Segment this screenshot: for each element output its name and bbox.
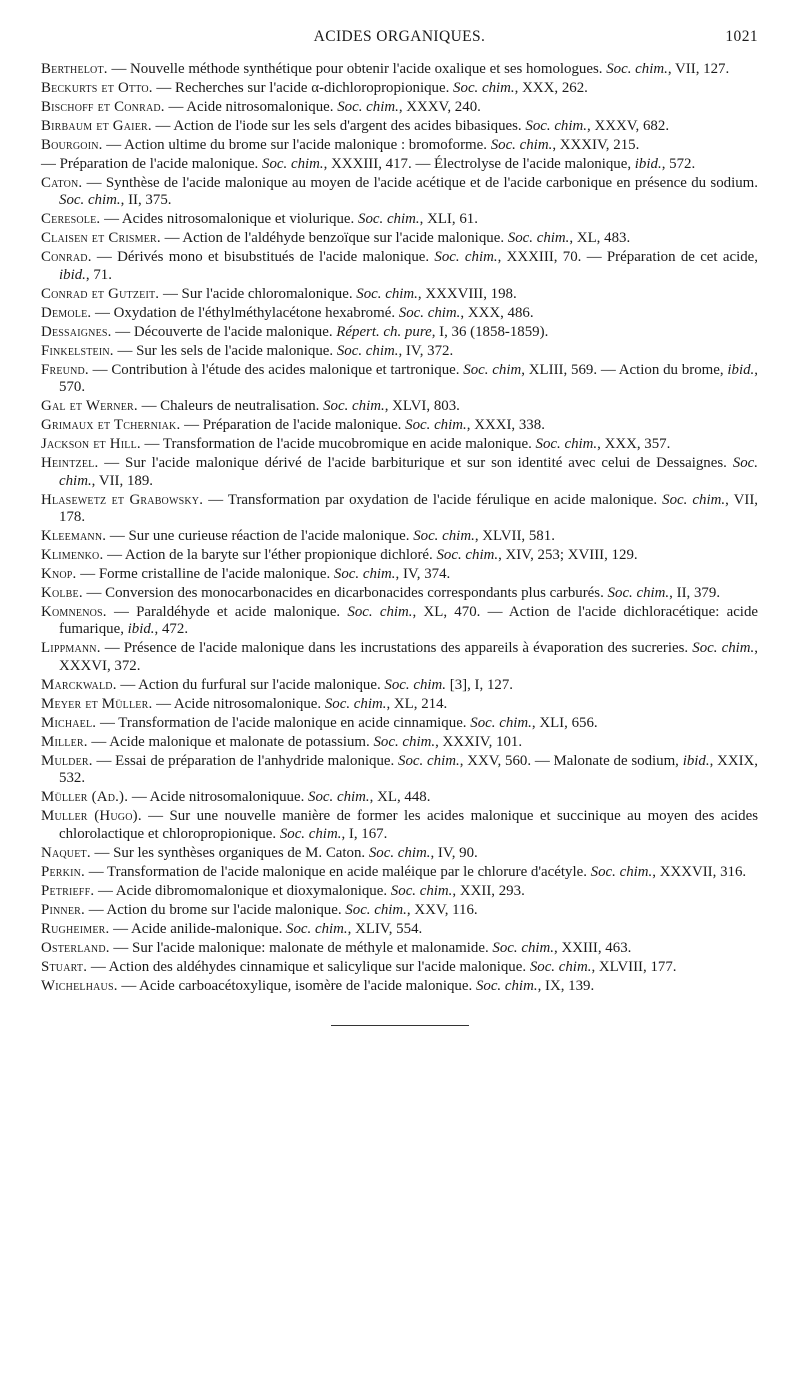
entry-journal: Soc. chim. <box>262 156 324 172</box>
entry-text: — Action de la baryte sur l'éther propionique dichloré. <box>103 547 437 564</box>
entry-journal: Soc. chim. <box>490 137 553 153</box>
bibliography-entry <box>41 715 758 732</box>
entry-journal: Soc. chim. <box>59 192 121 209</box>
entry-journal: Soc. chim. <box>662 491 726 508</box>
entry-author: Rugheimer. <box>41 920 110 937</box>
bibliography-entry <box>41 734 758 751</box>
entry-text: — Action de l'iode sur les sels d'argent des acides bibasiques. <box>151 118 526 134</box>
entry-journal: Soc. chim. <box>384 676 447 693</box>
entry-journal: Soc. chim. <box>324 695 387 712</box>
bibliography-entry <box>41 436 758 453</box>
bibliography-entry <box>41 808 758 843</box>
entry-author: Claisen et Crismer. <box>41 230 161 247</box>
bibliography-entry <box>41 249 758 284</box>
entry-text: — Conversion des monocarbonacides en dicarbonacides correspondants plus carburés. <box>82 585 608 602</box>
entry-text: — Sur l'acide malonique: malonate de méthyle et malonamide. <box>109 939 493 956</box>
entry-author: Berthelot. <box>41 61 108 77</box>
entry-text: — Chaleurs de neutralisation. <box>137 398 324 415</box>
bibliography-entry <box>41 753 758 788</box>
entry-author: Finkelstein. <box>41 342 114 359</box>
entry-author: Demole. <box>41 304 92 321</box>
entry-author: Bischoff et Conrad. <box>41 99 165 115</box>
entry-text: [3], I, 127. <box>446 676 514 693</box>
entry-text: , I, 36 (1858-1859). <box>431 323 549 340</box>
bibliography-entry <box>41 677 758 694</box>
entry-author: Gal et Werner. <box>41 398 138 415</box>
running-title: ACIDES ORGANIQUES. <box>313 28 486 45</box>
entry-journal: ibid. <box>634 156 662 172</box>
entry-journal: Soc. chim. <box>475 977 538 994</box>
entry-journal: Soc. chim. <box>308 789 370 806</box>
entry-text: , XXXVII, 316. <box>652 863 747 880</box>
entry-text: , XXXIV, 215. <box>552 137 640 153</box>
entry-journal: ibid. <box>727 361 755 378</box>
entry-journal: ibid. <box>59 266 86 283</box>
bibliography-entry <box>41 118 758 135</box>
bibliography-entry <box>41 305 758 322</box>
entry-author: Mulder. <box>41 752 93 769</box>
entry-text: , XXXIII, 70. — Préparation de cet acide, <box>497 249 758 266</box>
entry-author: Birbaum et Gaier. <box>41 118 152 134</box>
bibliography-entry <box>41 978 758 995</box>
entry-journal: ibid. <box>682 752 710 769</box>
bibliography-entry <box>41 343 758 360</box>
entry-journal: Soc. chim. <box>333 566 396 583</box>
bibliography-entry <box>41 921 758 938</box>
entry-text: — Contribution à l'étude des acides malonique et tartronique. <box>88 361 464 378</box>
bibliography-entry <box>41 696 758 713</box>
entry-author: Lippmann. <box>41 640 101 657</box>
entry-journal: Soc. chim. <box>347 604 413 621</box>
entry-text: , XXX, 486. <box>460 304 534 321</box>
entry-author: Dessaignes. <box>41 323 112 340</box>
entry-text: , XXXI, 338. <box>466 417 545 434</box>
entry-text: — Découverte de l'acide malonique. <box>111 323 337 340</box>
bibliography-entry <box>41 883 758 900</box>
entry-text: — Sur les sels de l'acide malonique. <box>113 342 337 359</box>
running-header <box>41 28 758 58</box>
entry-author: Naquet. <box>41 844 91 861</box>
entry-text: , XL, 470. — Action de l'acide dichloracétique: acide fumarique, <box>59 604 758 638</box>
entry-author: Michael. <box>41 714 97 731</box>
end-rule <box>331 1025 469 1026</box>
entry-journal: Soc. chim. <box>345 901 407 918</box>
entry-text: , XLI, 61. <box>419 211 478 228</box>
entry-journal: Soc. chim. <box>535 436 598 453</box>
entry-author: Ceresole. <box>41 211 101 228</box>
entry-text: , IX, 139. <box>537 977 595 994</box>
entry-author: Kleemann. <box>41 528 107 545</box>
bibliography-entry <box>41 362 758 397</box>
entry-text: , XLI, 656. <box>531 714 598 731</box>
entry-author: Müller (Ad.). <box>41 789 129 806</box>
bibliography-entry <box>41 959 758 976</box>
entry-journal: ibid. <box>127 621 155 638</box>
entry-journal: Soc. chim. <box>337 99 399 115</box>
entry-text: — Sur une nouvelle manière de former les acides malonique et succinique au moyen des acides chlorolactique et chloropropionique. <box>59 808 759 842</box>
entry-text: — Préparation de l'acide malonique. <box>180 417 406 434</box>
entry-text: , XXII, 293. <box>452 882 525 899</box>
bibliography-entry <box>41 455 758 490</box>
entry-text: — Synthèse de l'acide malonique au moyen de l'acide acétique et de l'acide carbonique en présence du sodium. <box>82 175 758 191</box>
entry-text: , II, 379. <box>669 585 721 602</box>
entry-author: Wichelhaus. <box>41 977 118 994</box>
entry-journal: Soc. chim. <box>692 640 755 657</box>
bibliography-entry <box>41 211 758 228</box>
bibliography-entry <box>41 230 758 247</box>
bibliography-entry <box>41 137 758 154</box>
bibliography-entry <box>41 286 758 303</box>
entry-text: — Acide dibromomalonique et dioxymalonique. <box>94 882 391 899</box>
entry-text: — Action des aldéhydes cinnamique et salicylique sur l'acide malonique. <box>87 958 530 975</box>
entry-author: Hlasewetz et Grabowsky. <box>41 491 204 508</box>
entry-author: Heintzel. <box>41 455 99 472</box>
entry-journal: Soc. chim. <box>525 118 587 134</box>
entry-journal: Soc. chim. <box>606 61 668 77</box>
entry-text: — Acide nitrosomalonique. <box>164 99 338 115</box>
bibliography-entry <box>41 902 758 919</box>
entry-author: Kolbe. <box>41 585 83 602</box>
entry-text: — Sur une curieuse réaction de l'acide malonique. <box>106 528 414 545</box>
entry-author: Meyer et Müller. <box>41 695 153 712</box>
entry-journal: Soc. chim. <box>336 342 399 359</box>
entry-author: Bourgoin. <box>41 137 103 153</box>
entry-text: , XIV, 253; XVIII, 129. <box>498 547 638 564</box>
entry-text: , XXXV, 682. <box>587 118 670 134</box>
entry-text: , VII, 189. <box>91 472 154 489</box>
entry-journal: Soc. chim. <box>507 230 570 247</box>
entry-text: — Action ultime du brome sur l'acide malonique : bromoforme. <box>102 137 491 153</box>
entry-journal: Soc. chim. <box>323 398 385 415</box>
entry-text: — Transformation de l'acide malonique en acide cinnamique. <box>96 714 471 731</box>
entry-journal: Soc. chim. <box>279 825 342 842</box>
entry-journal: Soc. chim. <box>470 714 532 731</box>
entry-text: , XXV, 560. — Malonate de sodium, <box>459 752 683 769</box>
entry-journal: Soc. chim. <box>453 80 515 96</box>
entry-text: , XL, 483. <box>569 230 631 247</box>
entry-text: , XXXV, 240. <box>398 99 481 115</box>
entry-text: — Préparation de l'acide malonique. <box>41 156 263 172</box>
entry-text: , XL, 214. <box>386 695 448 712</box>
entry-journal: Soc. chim. <box>373 733 436 750</box>
bibliography-entry <box>41 175 758 210</box>
entry-author: Komnenos. <box>41 604 107 621</box>
entry-journal: Soc. chim. <box>356 285 418 302</box>
entry-journal: Soc. chim. <box>398 752 460 769</box>
entry-text: , 570. <box>59 361 758 396</box>
bibliography-list <box>41 61 758 995</box>
entry-journal: Répert. ch. pure <box>336 323 432 340</box>
bibliography-entry <box>41 80 758 97</box>
bibliography-entry <box>41 398 758 415</box>
entry-text: — Essai de préparation de l'anhydride malonique. <box>92 752 399 769</box>
entry-author: Freund. <box>41 361 89 378</box>
entry-author: Beckurts et Otto. <box>41 80 153 96</box>
entry-text: , XXIII, 463. <box>554 939 632 956</box>
entry-journal: Soc. chim. <box>413 528 475 545</box>
entry-journal: Soc. chim. <box>405 417 467 434</box>
entry-text: — Acide malonique et malonate de potassium. <box>87 733 374 750</box>
entry-text: — Recherches sur l'acide α-dichloropropionique. <box>152 80 454 96</box>
bibliography-entry <box>41 99 758 116</box>
entry-text: , 71. <box>85 266 112 283</box>
entry-author: Jackson et Hill. <box>41 436 141 453</box>
entry-text: , VII, 127. <box>667 61 730 77</box>
entry-text: , XLVI, 803. <box>384 398 460 415</box>
bibliography-entry <box>41 324 758 341</box>
bibliography-entry <box>41 417 758 434</box>
bibliography-entry <box>41 566 758 583</box>
entry-text: , 572. <box>661 156 696 172</box>
bibliography-entry <box>41 61 758 78</box>
entry-journal: Soc. chim <box>463 361 522 378</box>
entry-text: — Transformation par oxydation de l'acide férulique en acide malonique. <box>203 491 663 508</box>
entry-text: , XXXIV, 101. <box>435 733 523 750</box>
entry-author: Muller (Hugo). <box>41 808 142 825</box>
entry-journal: Soc. chim. <box>607 585 670 602</box>
entry-text: , 472. <box>154 621 189 638</box>
bibliography-entry <box>41 528 758 545</box>
entry-journal: Soc. chim. <box>368 844 431 861</box>
bibliography-entry <box>41 156 758 173</box>
entry-author: Klimenko. <box>41 547 104 564</box>
entry-text: — Paraldéhyde et acide malonique. <box>106 604 348 621</box>
entry-author: Grimaux et Tcherniak. <box>41 417 181 434</box>
bibliography-entry <box>41 864 758 881</box>
entry-journal: Soc. chim. <box>590 863 653 880</box>
entry-author: Perkin. <box>41 863 85 880</box>
entry-author: Marckwald. <box>41 676 117 693</box>
entry-text: , IV, 374. <box>395 566 451 583</box>
entry-text: — Acides nitrosomalonique et violurique. <box>100 211 358 228</box>
entry-text: — Acide nitrosomaloniquue. <box>128 789 309 806</box>
entry-text: , XXXVIII, 198. <box>417 285 517 302</box>
entry-text: — Transformation de l'acide malonique en acide maléique par le chlorure d'acétyle. <box>84 863 591 880</box>
entry-text: — Sur les synthèses organiques de M. Caton. <box>90 844 369 861</box>
page-number: 1021 <box>725 28 758 45</box>
entry-text: , XLIV, 554. <box>347 920 423 937</box>
entry-text: , XLIII, 569. — Action du brome, <box>521 361 728 378</box>
entry-text: — Action de l'aldéhyde benzoïque sur l'acide malonique. <box>160 230 508 247</box>
bibliography-entry <box>41 640 758 675</box>
entry-author: Conrad et Gutzeit. <box>41 285 160 302</box>
entry-text: — Nouvelle méthode synthétique pour obtenir l'acide oxalique et ses homologues. <box>107 61 607 77</box>
entry-text: — Oxydation de l'éthylméthylacétone hexabromé. <box>91 304 399 321</box>
entry-text: — Transformation de l'acide mucobromique en acide malonique. <box>140 436 536 453</box>
entry-text: , XLVII, 581. <box>474 528 555 545</box>
bibliography-entry <box>41 940 758 957</box>
entry-text: , XL, 448. <box>369 789 431 806</box>
entry-journal: Soc. chim. <box>529 958 592 975</box>
entry-text: — Sur l'acide chloromalonique. <box>159 285 357 302</box>
entry-journal: Soc. chim. <box>492 939 555 956</box>
entry-text: , II, 375. <box>120 192 172 209</box>
entry-text: , XXX, 262. <box>514 80 588 96</box>
entry-journal: Soc. chim. <box>434 249 498 266</box>
entry-journal: Soc. chim. <box>358 211 420 228</box>
bibliography-entry <box>41 492 758 527</box>
entry-text: , XLVIII, 177. <box>591 958 677 975</box>
entry-author: Stuart. <box>41 958 88 975</box>
entry-text: — Forme cristalline de l'acide malonique. <box>76 566 334 583</box>
bibliography-entry <box>41 604 758 639</box>
entry-text: , VII, 178. <box>59 491 758 526</box>
entry-text: — Dérivés mono et bisubstitués de l'acide malonique. <box>91 249 435 266</box>
bibliography-entry <box>41 789 758 806</box>
entry-journal: Soc. chim. <box>390 882 453 899</box>
entry-author: Pinner. <box>41 901 85 918</box>
entry-journal: Soc. chim. <box>436 547 499 564</box>
entry-text: , XXXVI, 372. <box>59 640 758 674</box>
bibliography-entry <box>41 585 758 602</box>
entry-text: , XXX, 357. <box>597 436 671 453</box>
entry-journal: Soc. chim. <box>59 455 758 489</box>
entry-text: — Acide anilide-malonique. <box>109 920 287 937</box>
entry-text: , XXV, 116. <box>406 901 478 918</box>
entry-text: — Acide nitrosomalonique. <box>152 695 325 712</box>
entry-text: — Action du furfural sur l'acide malonique. <box>116 676 385 693</box>
entry-author: Petrieff. <box>41 882 95 899</box>
entry-text: , I, 167. <box>341 825 388 842</box>
entry-text: , XXIX, 532. <box>59 752 759 787</box>
entry-author: Knop. <box>41 566 77 583</box>
entry-text: — Acide carboacétoxylique, isomère de l'acide malonique. <box>117 977 476 994</box>
entry-author: Caton. <box>41 175 83 191</box>
entry-journal: Soc. chim. <box>398 304 461 321</box>
entry-text: , IV, 372. <box>398 342 454 359</box>
entry-journal: Soc. chim. <box>286 920 348 937</box>
entry-author: Osterland. <box>41 939 110 956</box>
bibliography-entry <box>41 547 758 564</box>
bibliography-entry <box>41 845 758 862</box>
entry-text: — Action du brome sur l'acide malonique. <box>84 901 346 918</box>
entry-text: , XXXIII, 417. — Électrolyse de l'acide malonique, <box>323 156 635 172</box>
entry-text: , IV, 90. <box>430 844 478 861</box>
entry-text: — Présence de l'acide malonique dans les incrustations des appareils à évaporation des sucreries. <box>100 640 693 657</box>
entry-author: Miller. <box>41 733 88 750</box>
entry-author: Conrad. <box>41 249 92 266</box>
entry-text: — Sur l'acide malonique dérivé de l'acide barbiturique et sur son identité avec celui de Dessaignes. <box>98 455 733 472</box>
